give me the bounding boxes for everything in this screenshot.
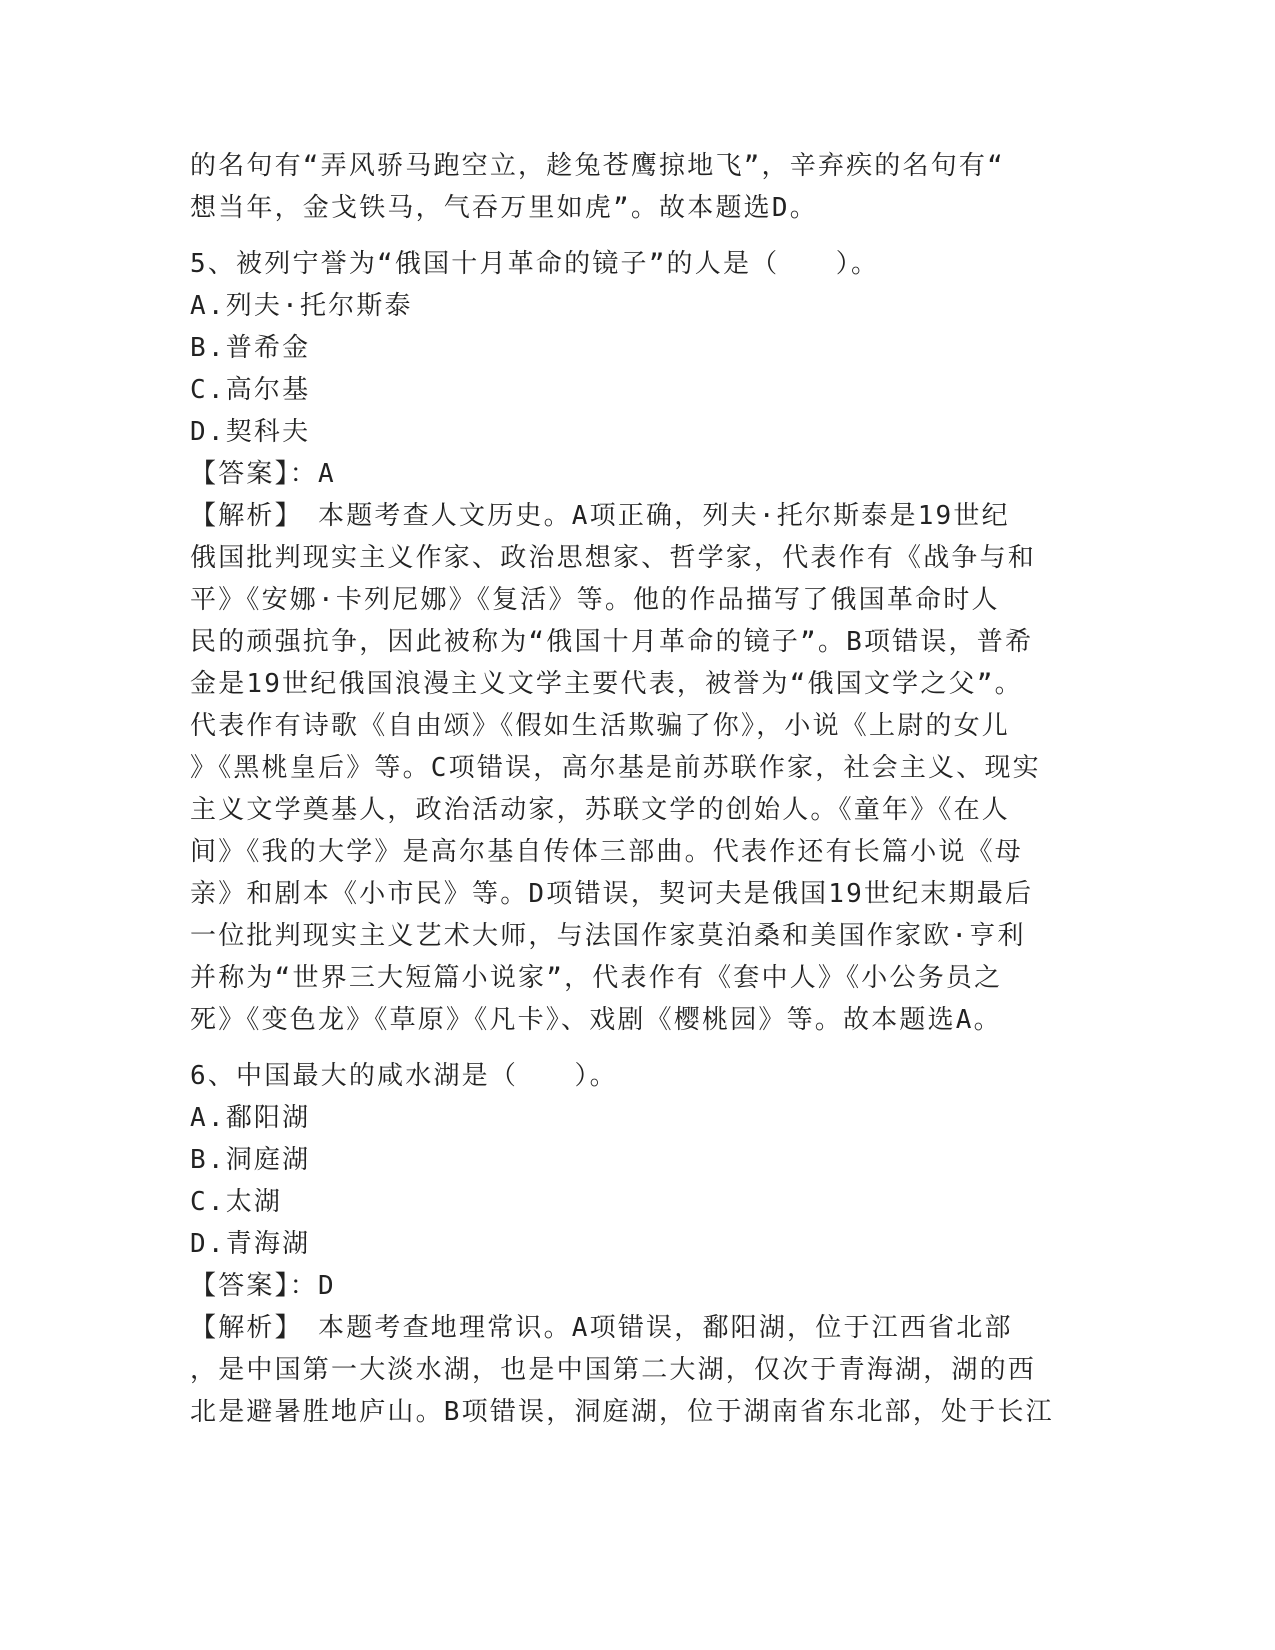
analysis-line: 代表作有诗歌《自由颂》《假如生活欺骗了你》，小说《上尉的女儿 <box>190 711 1011 741</box>
analysis-paragraph <box>190 495 1080 1041</box>
analysis-line: 北是避暑胜地庐山。B项错误，洞庭湖，位于湖南省东北部，处于长江 <box>190 1397 1054 1427</box>
analysis-line: 平》《安娜·卡列尼娜》《复活》等。他的作品描写了俄国革命时人 <box>190 585 1000 615</box>
analysis-line: ，是中国第一大淡水湖，也是中国第二大湖，仅次于青海湖，湖的西 <box>190 1355 1037 1385</box>
question-5 <box>190 243 1080 1041</box>
analysis-line: 【解析】 本题考查人文历史。A项正确，列夫·托尔斯泰是19世纪 <box>190 501 1010 531</box>
option-c: C.高尔基 <box>190 375 311 405</box>
analysis-line: 亲》和剧本《小市民》等。D项错误，契诃夫是俄国19世纪末期最后 <box>190 879 1034 909</box>
document-page <box>190 145 1080 1433</box>
analysis-line: 间》《我的大学》是高尔基自传体三部曲。代表作还有长篇小说《母 <box>190 837 1024 867</box>
option-a: A.列夫·托尔斯泰 <box>190 291 413 321</box>
question-stem: 5、被列宁誉为“俄国十月革命的镜子”的人是（ ）。 <box>190 249 880 279</box>
intro-paragraph <box>190 145 1080 229</box>
option-b: B.普希金 <box>190 333 311 363</box>
intro-line: 想当年，金戈铁马，气吞万里如虎”。故本题选D。 <box>190 193 818 223</box>
analysis-line: 》《黑桃皇后》等。C项错误，高尔基是前苏联作家，社会主义、现实 <box>190 753 1041 783</box>
option-a: A.鄱阳湖 <box>190 1103 311 1133</box>
analysis-line: 主义文学奠基人，政治活动家，苏联文学的创始人。《童年》《在人 <box>190 795 1011 825</box>
intro-line: 的名句有“弄风骄马跑空立，趁兔苍鹰掠地飞”，辛弃疾的名句有“ <box>190 151 1005 181</box>
answer-line: 【答案】：D <box>190 1271 336 1301</box>
answer-line: 【答案】：A <box>190 459 336 489</box>
analysis-line: 死》《变色龙》《草原》《凡卡》、戏剧《樱桃园》等。故本题选A。 <box>190 1005 1002 1035</box>
analysis-line: 民的顽强抗争，因此被称为“俄国十月革命的镜子”。B项错误，普希 <box>190 627 1034 657</box>
option-d: D.青海湖 <box>190 1229 311 1259</box>
analysis-line: 【解析】 本题考查地理常识。A项错误，鄱阳湖，位于江西省北部 <box>190 1313 1013 1343</box>
question-stem: 6、中国最大的咸水湖是（ ）。 <box>190 1061 618 1091</box>
spacer <box>190 229 1080 243</box>
analysis-line: 并称为“世界三大短篇小说家”，代表作有《套中人》《小公务员之 <box>190 963 1003 993</box>
question-6 <box>190 1055 1080 1433</box>
analysis-line: 金是19世纪俄国浪漫主义文学主要代表，被誉为“俄国文学之父”。 <box>190 669 1023 699</box>
analysis-paragraph <box>190 1307 1080 1433</box>
analysis-line: 俄国批判现实主义作家、政治思想家、哲学家，代表作有《战争与和 <box>190 543 1037 573</box>
option-d: D.契科夫 <box>190 417 311 447</box>
analysis-line: 一位批判现实主义艺术大师，与法国作家莫泊桑和美国作家欧·亨利 <box>190 921 1026 951</box>
option-c: C.太湖 <box>190 1187 283 1217</box>
spacer <box>190 1041 1080 1055</box>
option-b: B.洞庭湖 <box>190 1145 311 1175</box>
